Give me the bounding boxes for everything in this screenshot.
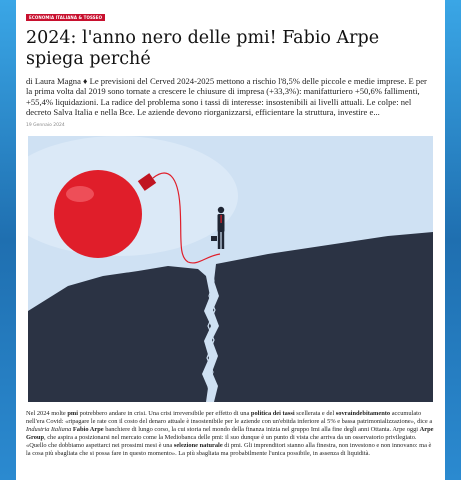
illustration-svg: [28, 136, 433, 402]
page-background-left: [0, 0, 16, 480]
page-background-right: [445, 0, 461, 480]
body-text: di pmi. Gli imprenditori stanno alla finestra, non investono e non innovano: ma è la cosa più sbagliata che si possa fare in questo momento». La più sbagliata ma probabilmente l'unica possibile, in assenza di liquidità.: [26, 441, 432, 457]
body-bold-fabio-arpe: Fabio Arpe: [72, 425, 104, 433]
body-bold-tassi: politica dei tassi: [250, 410, 295, 417]
category-badge[interactable]: ECONOMIA ITALIANA & TOSSEO: [26, 14, 105, 21]
article-card: [16, 0, 445, 480]
article-lead: di Laura Magna ♦ Le previsioni del Cerved 2024-2025 mettono a rischio l'8,5% delle piccole e medie imprese. E per la prima volta dal 2019 sono tornate a crescere le chiusure di impresa (+33,3%): manifatturiero +50,6% fallimenti, +55,4% liquidazioni. La radice del problema sono i tassi di interesse: insostenibili ai livelli attuali. Le colpe: nel decreto Salva Italia e nella Bce. Le aziende devono riorganizzarsi, efficientare la struttura, investire e...: [26, 76, 427, 118]
bomb-highlight: [66, 186, 94, 202]
article-title[interactable]: 2024: l'anno nero delle pmi! Fabio Arpe spiega perché: [26, 28, 380, 69]
bomb-body: [54, 170, 142, 258]
body-bold-arpe-group: Arpe Group: [26, 425, 434, 441]
body-bold-pmi: pmi: [67, 410, 79, 417]
body-italic-publication: Industria Italiana: [26, 425, 72, 433]
body-text: banchiere di lungo corso, la cui storia nel mondo della finanza inizia nel gruppo Imi alla fine degli anni Ottanta. Arpe oggi: [103, 425, 420, 433]
article-body: [26, 410, 435, 457]
body-text: scellerata e del: [294, 410, 336, 417]
body-text: , che aspira a posizionarsi nel mercato come la Mediobanca delle pmi: il suo dunque è un punto di vista che arriva da un osservatorio privilegiato. «Quello che dobbiamo aspettarci nei prossimi mesi è una: [26, 433, 417, 449]
body-bold-selezione: selezione naturale: [173, 441, 223, 449]
body-text: Nel 2024 molte: [26, 410, 68, 417]
article-illustration: [28, 136, 433, 402]
article-date: 19 Gennaio 2024: [26, 122, 65, 128]
body-bold-sovraindebitamento: sovraindebitamento: [335, 410, 391, 417]
body-text: accumulato nell'era Covid: «ripagare le rate con il costo del denaro attuale è insostenibile per le aziende con un'ebitda inferiore al 5% e bassa patrimonializzazione», dice a: [26, 410, 433, 425]
body-text: potrebbero andare in crisi. Una crisi irreversibile per effetto di una: [78, 410, 251, 417]
